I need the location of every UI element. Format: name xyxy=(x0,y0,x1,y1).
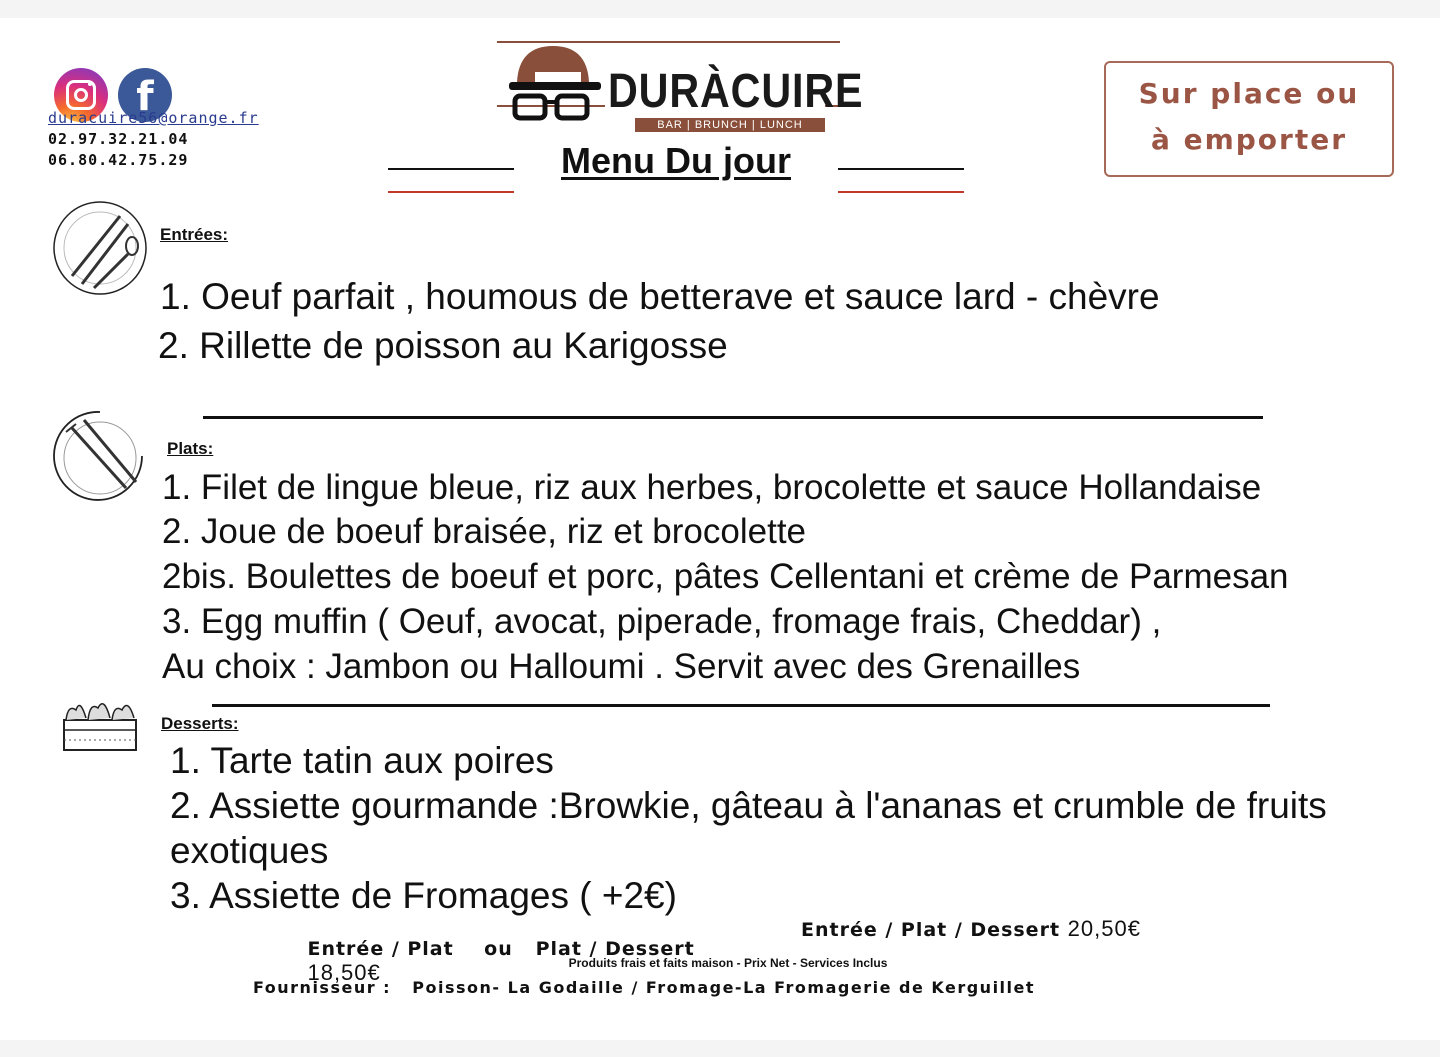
desserts-label: Desserts: xyxy=(161,714,239,733)
formula-1-price: 18,50€ xyxy=(307,960,381,985)
plat-item: 1. Filet de lingue bleue, riz aux herbes, brocolette et sauce Hollandaise xyxy=(162,468,1262,507)
footer-note: Produits frais et faits maison - Prix Net - Services Inclus xyxy=(568,956,888,970)
entree-item: 2. Rillette de poisson au Karigosse xyxy=(158,325,728,366)
restaurant-logo xyxy=(495,38,864,138)
plats-label: Plats: xyxy=(167,439,214,458)
logo-name: DURÀCUIRE xyxy=(608,65,864,118)
supplier-info: Fournisseur : Poisson- La Godaille / Fromage-La Fromagerie de Kerguillet xyxy=(253,978,1036,997)
dessert-item: 3. Assiette de Fromages ( +2€) xyxy=(170,875,677,916)
facebook-icon[interactable]: f xyxy=(118,68,172,122)
entree-item: 1. Oeuf parfait , houmous de betterave et sauce lard - chèvre xyxy=(160,276,1160,317)
title-divider-right-bottom xyxy=(838,191,964,193)
logo-tagline: BAR | BRUNCH | LUNCH xyxy=(635,118,825,132)
dessert-item: exotiques xyxy=(170,830,329,871)
title-divider-right-top xyxy=(838,168,964,170)
service-badge xyxy=(1104,61,1394,177)
badge-line-1: Sur place ou xyxy=(1138,77,1360,110)
fork-knife-icon xyxy=(50,406,150,506)
title-divider-left-bottom xyxy=(388,191,514,193)
section-divider xyxy=(212,704,1270,707)
entrees-label: Entrées: xyxy=(160,225,229,244)
menu-page xyxy=(0,18,1440,1040)
cake-icon xyxy=(62,690,138,752)
phone-2: 06.80.42.75.29 xyxy=(48,151,189,169)
phone-1: 02.97.32.21.04 xyxy=(48,130,189,148)
badge-line-2: à emporter xyxy=(1150,123,1348,156)
section-divider xyxy=(203,416,1263,419)
formula-2-price: 20,50€ xyxy=(1067,916,1141,941)
dessert-item: 2. Assiette gourmande :Browkie, gâteau à l'ananas et crumble de fruits xyxy=(170,785,1327,826)
plat-item: 2. Joue de boeuf braisée, riz et brocolette xyxy=(162,512,807,551)
title-divider-left-top xyxy=(388,168,514,170)
plat-item: Au choix : Jambon ou Halloumi . Servit avec des Grenailles xyxy=(162,647,1081,686)
plat-item: 3. Egg muffin ( Oeuf, avocat, piperade, fromage frais, Cheddar) , xyxy=(162,602,1162,641)
menu-title: Menu Du jour xyxy=(561,140,791,181)
price-formula-2 xyxy=(801,916,1141,942)
formula-1-label: Entrée / Plat ou Plat / Dessert xyxy=(307,938,695,960)
email-link[interactable]: duracuire56@orange.fr xyxy=(48,109,259,127)
cutlery-plate-icon xyxy=(50,198,150,298)
formula-2-label: Entrée / Plat / Dessert xyxy=(801,919,1061,941)
plat-item: 2bis. Boulettes de boeuf et porc, pâtes Cellentani et crème de Parmesan xyxy=(162,557,1289,596)
dessert-item: 1. Tarte tatin aux poires xyxy=(170,740,554,781)
